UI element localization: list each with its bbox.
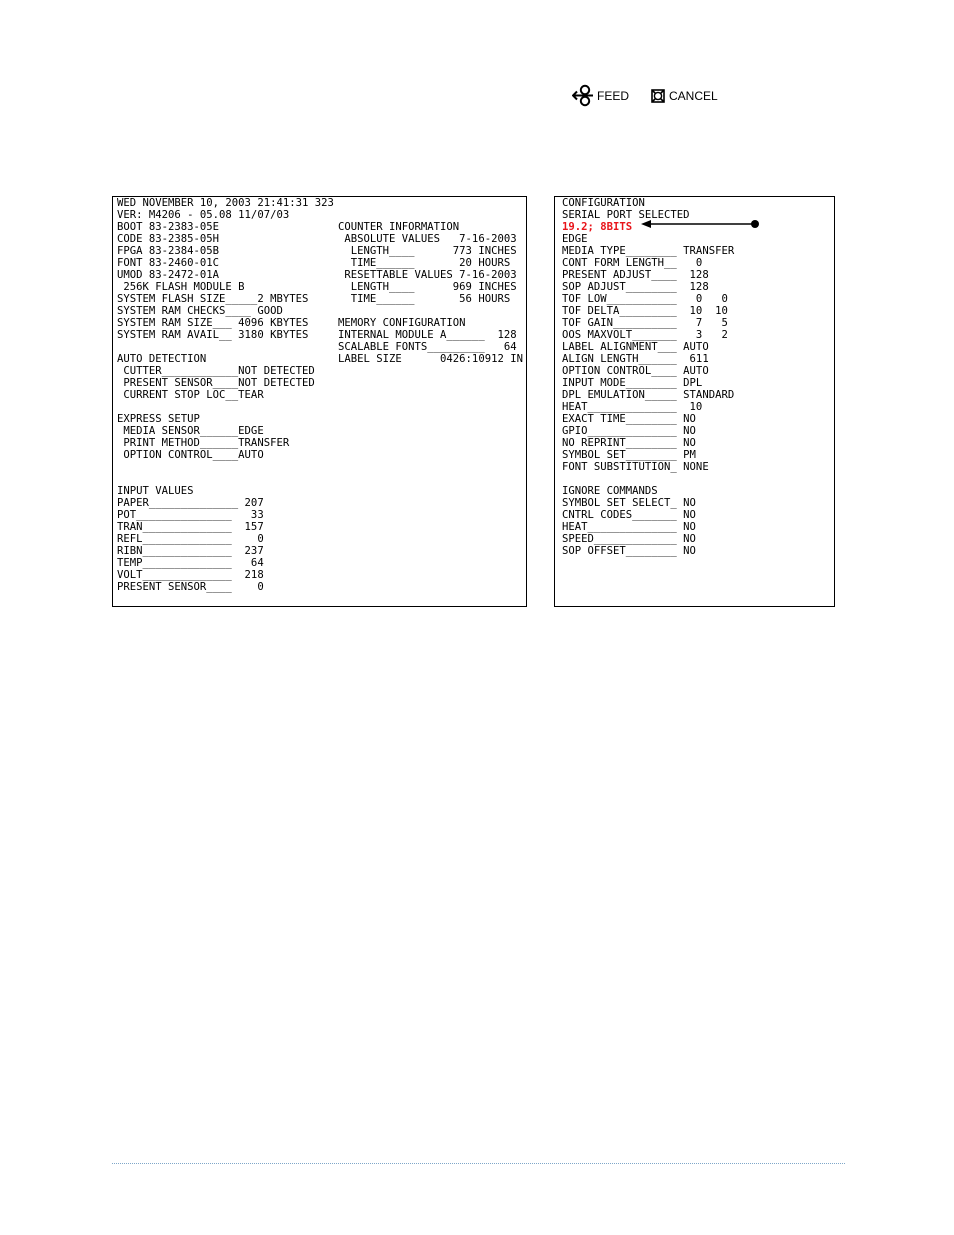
printout-line: SYSTEM RAM SIZE___ 4096 KBYTES xyxy=(117,317,309,329)
printout-line: SYMBOL SET________ PM xyxy=(562,449,696,461)
printout-line xyxy=(338,305,523,317)
callout-arrow xyxy=(641,218,761,230)
configuration-printout-panel xyxy=(554,196,835,607)
printout-line: PRINT METHOD______TRANSFER xyxy=(117,437,290,449)
printout-line: CONT FORM LENGTH__ 0 xyxy=(562,257,703,269)
printout-line: TOF LOW___________ 0 0 xyxy=(562,293,728,305)
printout-line: LENGTH____ 773 INCHES xyxy=(338,245,517,257)
printout-line: INTERNAL MODULE A______ 128 xyxy=(338,329,517,341)
printout-line: PRESENT SENSOR____ 0 xyxy=(117,581,264,593)
printout-line: SERIAL PORT SELECTED xyxy=(562,209,690,221)
printout-line: UMOD 83-2472-01A xyxy=(117,269,220,281)
printout-line: WED NOVEMBER 10, 2003 21:41:31 323 xyxy=(117,197,334,209)
printout-line: EDGE xyxy=(562,233,588,245)
printout-line: EXPRESS SETUP xyxy=(117,413,200,425)
printout-line: POT_______________ 33 xyxy=(117,509,264,521)
printout-line: AUTO DETECTION xyxy=(117,353,207,365)
printout-line: FONT SUBSTITUTION_ NONE xyxy=(562,461,709,473)
printout-line: ABSOLUTE VALUES 7-16-2003 xyxy=(338,233,517,245)
printout-line: RIBN______________ 237 xyxy=(117,545,264,557)
printout-line: TOF GAIN__________ 7 5 xyxy=(562,317,728,329)
printout-line: OOS MAXVOLT_______ 3 2 xyxy=(562,329,728,341)
feed-icon xyxy=(572,84,594,108)
cancel-label: CANCEL xyxy=(669,89,718,103)
configuration-column xyxy=(562,197,734,557)
printout-line: FPGA 83-2384-05B xyxy=(117,245,220,257)
feed-key xyxy=(572,84,629,108)
printout-line: LENGTH____ 969 INCHES xyxy=(338,281,517,293)
printout-line: 256K FLASH MODULE B xyxy=(117,281,245,293)
printout-line: NO REPRINT________ NO xyxy=(562,437,696,449)
counter-memory-column xyxy=(338,221,523,365)
printout-line: FONT 83-2460-01C xyxy=(117,257,220,269)
cancel-key xyxy=(650,84,718,108)
printout-line: TIME______ 20 HOURS xyxy=(338,257,511,269)
printout-line: LABEL ALIGNMENT___ AUTO xyxy=(562,341,709,353)
printout-line: PRESENT SENSOR____NOT DETECTED xyxy=(117,377,315,389)
printout-line: GPIO______________ NO xyxy=(562,425,696,437)
printout-line xyxy=(117,461,334,473)
printout-line: SOP OFFSET________ NO xyxy=(562,545,696,557)
printout-line xyxy=(117,341,334,353)
cancel-icon xyxy=(650,84,666,108)
printout-line: SYMBOL SET SELECT_ NO xyxy=(562,497,696,509)
printout-line: EXACT TIME________ NO xyxy=(562,413,696,425)
printout-line: SYSTEM RAM CHECKS____ GOOD xyxy=(117,305,283,317)
printout-line: MEDIA SENSOR______EDGE xyxy=(117,425,264,437)
printout-line xyxy=(117,401,334,413)
printout-line: TEMP______________ 64 xyxy=(117,557,264,569)
printout-line: HEAT______________ NO xyxy=(562,521,696,533)
printout-line: SOP ADJUST________ 128 xyxy=(562,281,709,293)
printout-line: TRAN______________ 157 xyxy=(117,521,264,533)
printout-line: CODE 83-2385-05H xyxy=(117,233,220,245)
feed-label: FEED xyxy=(597,89,630,103)
printout-line: TOF DELTA_________ 10 10 xyxy=(562,305,728,317)
printout-line: SYSTEM FLASH SIZE_____2 MBYTES xyxy=(117,293,309,305)
printout-line: CONFIGURATION xyxy=(562,197,645,209)
printout-line: ALIGN LENGTH______ 611 xyxy=(562,353,709,365)
printout-line: LABEL SIZE 0426:10912 IN xyxy=(338,353,523,365)
printout-line: OPTION CONTROL____AUTO xyxy=(117,449,264,461)
printout-line xyxy=(117,473,334,485)
printout-line: SYSTEM RAM AVAIL__ 3180 KBYTES xyxy=(117,329,309,341)
printout-line: MEMORY CONFIGURATION xyxy=(338,317,466,329)
printout-line: DPL EMULATION_____ STANDARD xyxy=(562,389,735,401)
printout-line: VER: M4206 - 05.08 11/07/03 xyxy=(117,209,290,221)
printout-line: PAPER______________ 207 xyxy=(117,497,264,509)
printout-line: SCALABLE FONTS_________ 64 xyxy=(338,341,517,353)
printout-line: REFL______________ 0 xyxy=(117,533,264,545)
printout-line: TIME______ 56 HOURS xyxy=(338,293,511,305)
printout-line: RESETTABLE VALUES 7-16-2003 xyxy=(338,269,517,281)
footer-rule xyxy=(112,1163,845,1164)
printout-line: VOLT______________ 218 xyxy=(117,569,264,581)
printout-line: BOOT 83-2383-05E xyxy=(117,221,220,233)
printout-line: INPUT VALUES xyxy=(117,485,194,497)
printout-line: COUNTER INFORMATION xyxy=(338,221,460,233)
serial-port-setting: 19.2; 8BITS xyxy=(562,221,633,233)
printout-line: OPTION CONTROL____ AUTO xyxy=(562,365,709,377)
printout-line xyxy=(562,473,734,485)
printout-line: HEAT______________ 10 xyxy=(562,401,703,413)
printout-line: CNTRL CODES_______ NO xyxy=(562,509,696,521)
printout-line: CURRENT STOP LOC__TEAR xyxy=(117,389,264,401)
printout-line: MEDIA TYPE________ TRANSFER xyxy=(562,245,735,257)
printout-line: IGNORE COMMANDS xyxy=(562,485,658,497)
printout-line: PRESENT ADJUST____ 128 xyxy=(562,269,709,281)
printout-line: INPUT MODE________ DPL xyxy=(562,377,703,389)
system-info-column xyxy=(117,197,334,593)
printout-line: SPEED_____________ NO xyxy=(562,533,696,545)
printout-line: CUTTER____________NOT DETECTED xyxy=(117,365,315,377)
status-printout-panel xyxy=(112,196,527,607)
